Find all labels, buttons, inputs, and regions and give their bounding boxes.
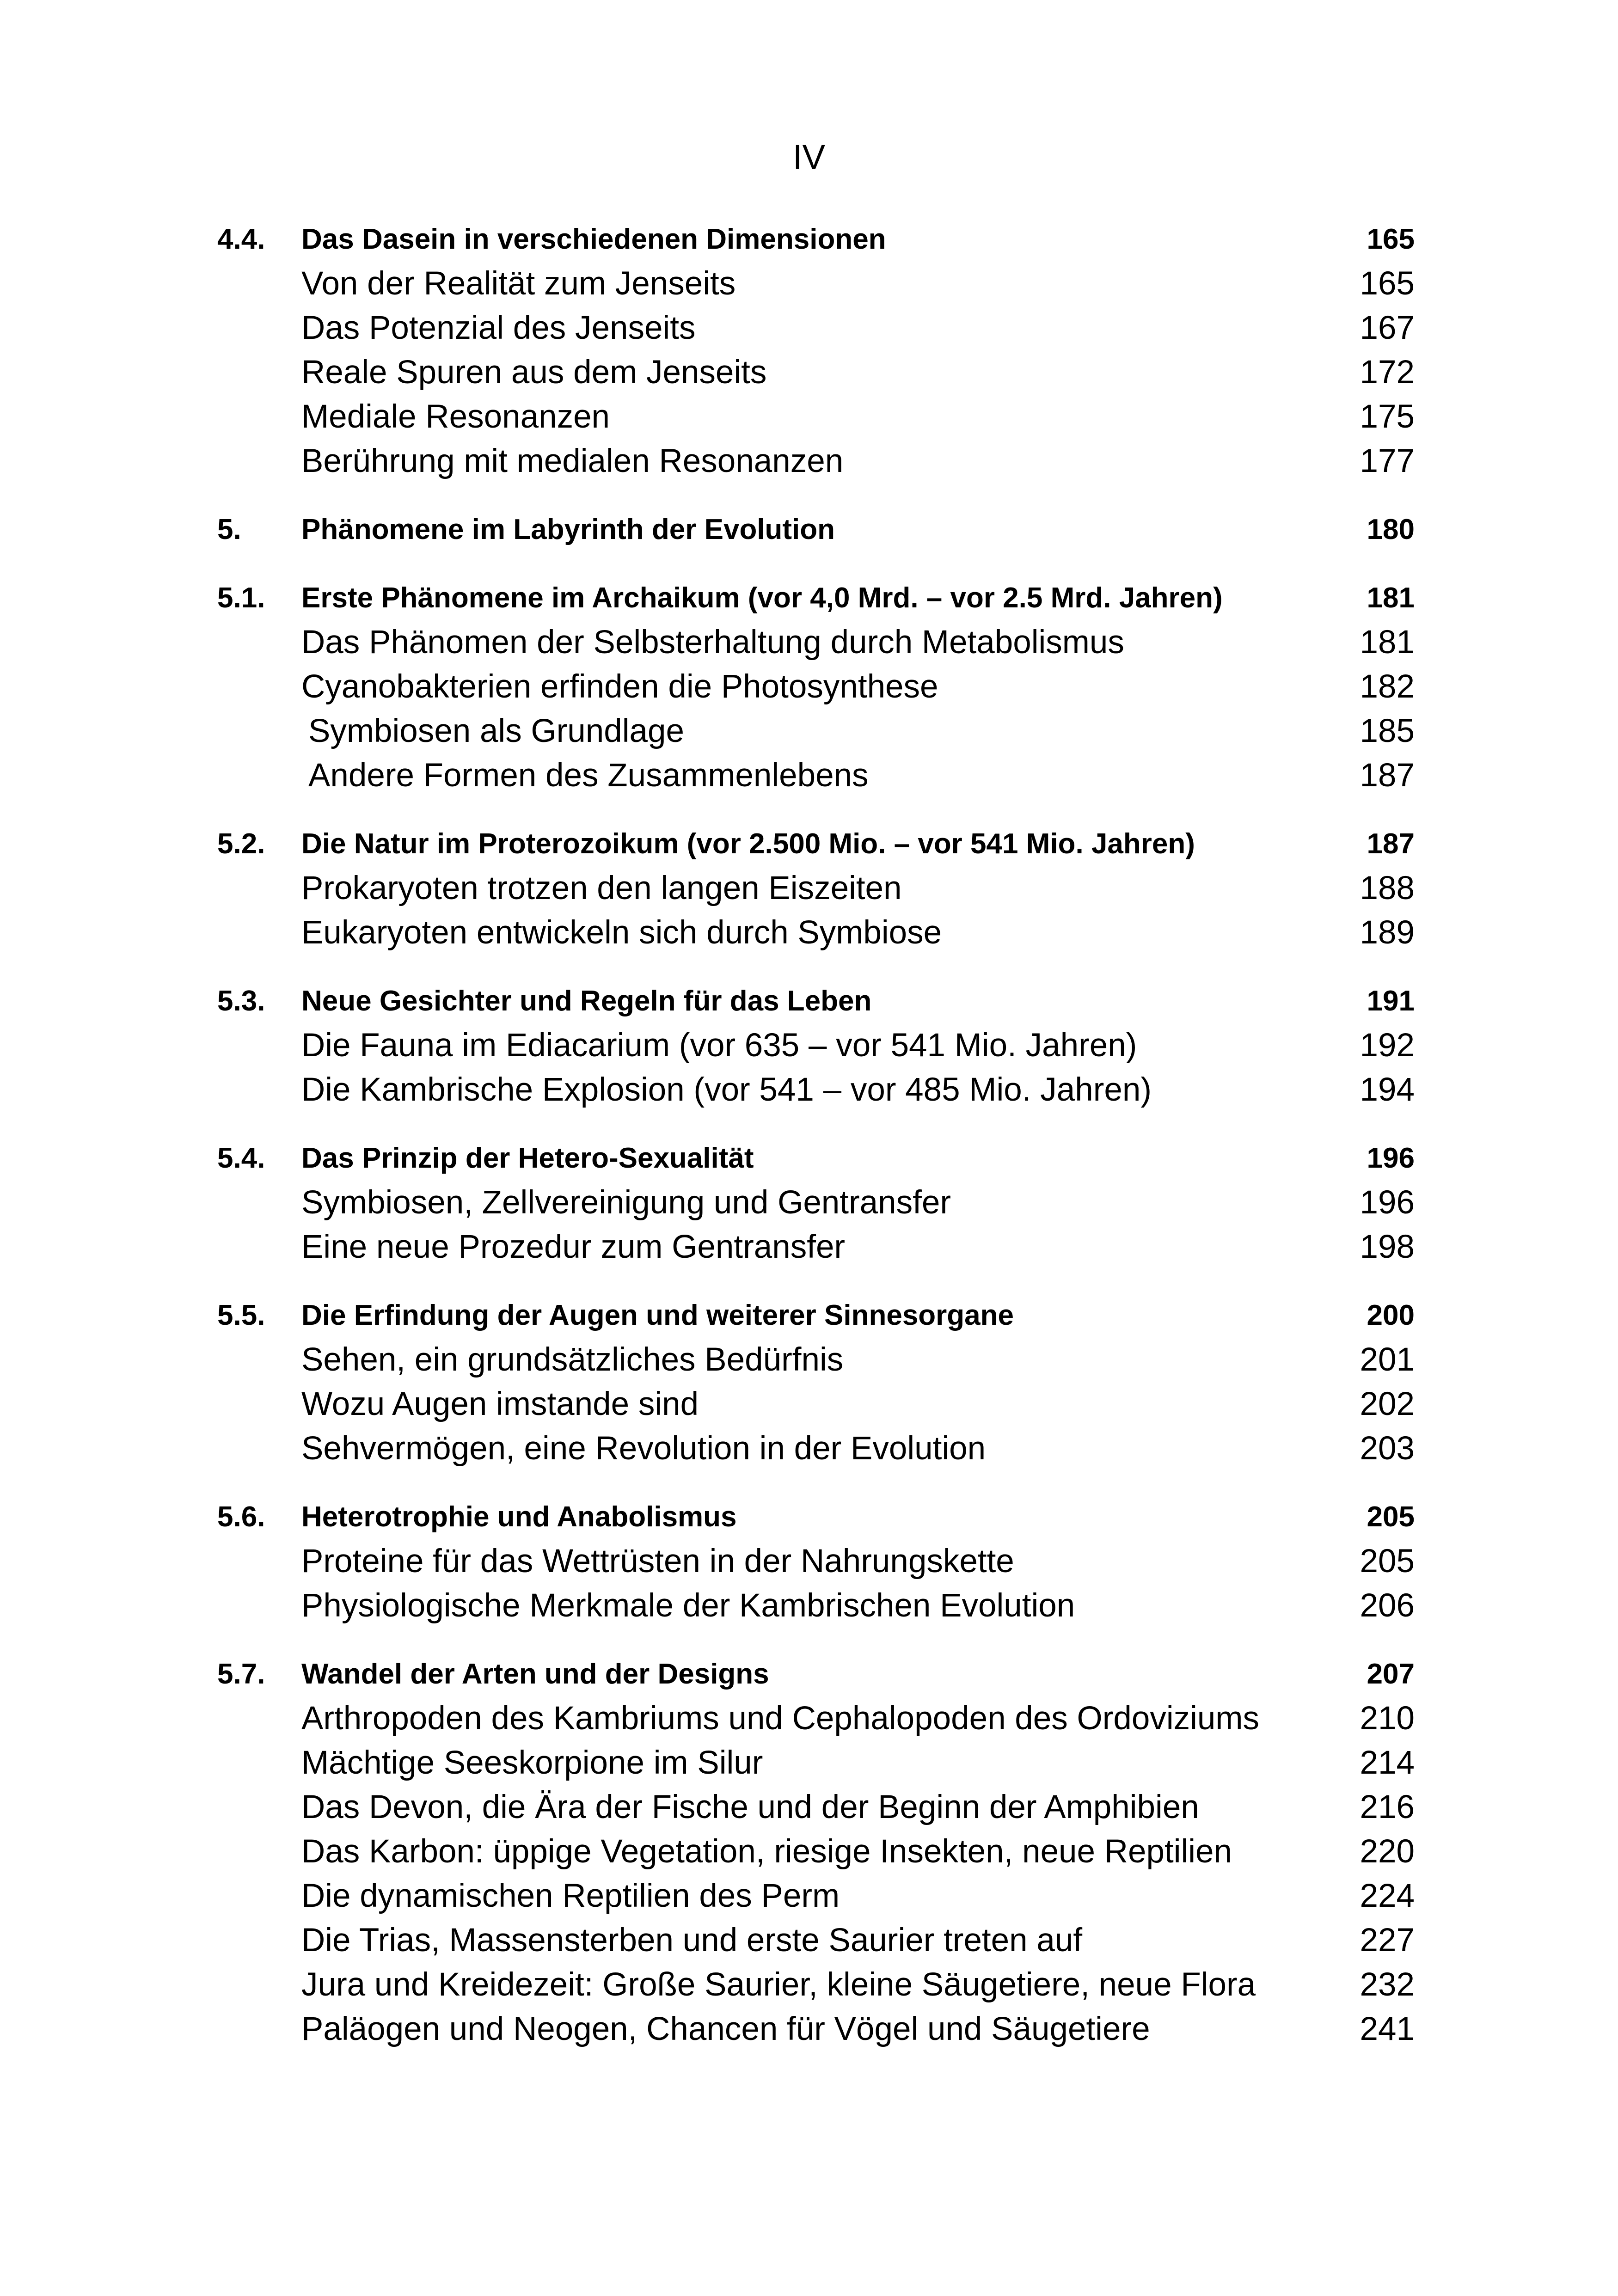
entry-title: Sehen, ein grundsätzliches Bedürfnis <box>301 1341 844 1378</box>
toc-entry <box>217 753 1415 798</box>
toc-entry <box>217 911 1415 955</box>
toc-entry <box>217 1785 1415 1830</box>
section-heading <box>217 217 1415 262</box>
entry-page-number: 201 <box>1360 1341 1415 1378</box>
section-title: Erste Phänomene im Archaikum (vor 4,0 Mrd. – vor 2.5 Mrd. Jahren) <box>301 582 1223 614</box>
section-page-number: 165 <box>1367 223 1415 255</box>
entry-page-number: 202 <box>1360 1386 1415 1422</box>
entry-page-number: 214 <box>1360 1745 1415 1781</box>
entry-page-number: 182 <box>1360 668 1415 705</box>
entry-page-number: 189 <box>1360 914 1415 951</box>
toc-entry <box>217 1382 1415 1427</box>
toc-entry <box>217 439 1415 484</box>
entry-title: Reale Spuren aus dem Jenseits <box>301 354 767 391</box>
section-title: Das Dasein in verschiedenen Dimensionen <box>301 223 886 255</box>
section-number: 5.7. <box>217 1658 265 1690</box>
section-page-number: 205 <box>1367 1501 1415 1533</box>
entry-title: Paläogen und Neogen, Chancen für Vögel und Säugetiere <box>301 2011 1150 2047</box>
entry-page-number: 216 <box>1360 1789 1415 1825</box>
toc-section <box>217 1495 1415 1628</box>
entry-title: Symbiosen, Zellvereinigung und Gentransfer <box>301 1184 951 1221</box>
entry-title: Andere Formen des Zusammenlebens <box>308 757 869 794</box>
section-number: 5. <box>217 514 241 545</box>
section-title: Neue Gesichter und Regeln für das Leben <box>301 985 872 1017</box>
entry-page-number: 232 <box>1360 1966 1415 2003</box>
toc-entry <box>217 665 1415 709</box>
entry-title: Sehvermögen, eine Revolution in der Evolution <box>301 1430 986 1467</box>
entry-page-number: 172 <box>1360 354 1415 391</box>
toc-entry <box>217 1830 1415 1874</box>
entry-page-number: 194 <box>1360 1071 1415 1108</box>
toc-entry <box>217 620 1415 665</box>
entry-page-number: 175 <box>1360 398 1415 435</box>
entry-page-number: 196 <box>1360 1184 1415 1221</box>
toc-entry <box>217 395 1415 439</box>
section-number: 5.1. <box>217 582 265 614</box>
entry-title: Mediale Resonanzen <box>301 398 610 435</box>
section-page-number: 196 <box>1367 1142 1415 1174</box>
toc-section <box>217 1293 1415 1471</box>
section-heading <box>217 1495 1415 1539</box>
section-number: 5.2. <box>217 828 265 860</box>
toc-entry <box>217 350 1415 395</box>
section-number: 5.4. <box>217 1142 265 1174</box>
toc-section <box>217 217 1415 484</box>
section-page-number: 181 <box>1367 582 1415 614</box>
section-title: Wandel der Arten und der Designs <box>301 1658 769 1690</box>
toc-entry <box>217 1696 1415 1741</box>
section-heading <box>217 508 1415 552</box>
section-page-number: 207 <box>1367 1658 1415 1690</box>
toc-entry <box>217 1068 1415 1112</box>
section-heading <box>217 1293 1415 1338</box>
entry-title: Das Phänomen der Selbsterhaltung durch Metabolismus <box>301 624 1124 661</box>
section-number: 5.6. <box>217 1501 265 1533</box>
entry-title: Das Potenzial des Jenseits <box>301 310 696 346</box>
toc-entry <box>217 1539 1415 1584</box>
section-page-number: 200 <box>1367 1299 1415 1331</box>
toc-entry <box>217 2007 1415 2051</box>
toc-entry <box>217 1741 1415 1785</box>
toc-section <box>217 822 1415 955</box>
entry-title: Proteine für das Wettrüsten in der Nahrungskette <box>301 1543 1014 1580</box>
entry-title: Die Fauna im Ediacarium (vor 635 – vor 541 Mio. Jahren) <box>301 1027 1137 1064</box>
toc-section <box>217 508 1415 552</box>
toc-entry <box>217 1584 1415 1628</box>
section-title: Die Erfindung der Augen und weiterer Sinnesorgane <box>301 1299 1014 1331</box>
section-page-number: 191 <box>1367 985 1415 1017</box>
entry-title: Prokaryoten trotzen den langen Eiszeiten <box>301 870 902 906</box>
entry-title: Symbiosen als Grundlage <box>308 713 684 749</box>
toc-entry <box>217 1963 1415 2007</box>
entry-page-number: 185 <box>1360 713 1415 749</box>
entry-page-number: 167 <box>1360 310 1415 346</box>
entry-page-number: 177 <box>1360 443 1415 479</box>
toc-entry <box>217 1181 1415 1225</box>
toc-entry <box>217 262 1415 306</box>
section-heading <box>217 1652 1415 1696</box>
section-heading <box>217 979 1415 1023</box>
page-number: IV <box>793 138 825 176</box>
section-heading <box>217 822 1415 866</box>
section-heading <box>217 1136 1415 1181</box>
entry-title: Jura und Kreidezeit: Große Saurier, kleine Säugetiere, neue Flora <box>301 1966 1256 2003</box>
section-number: 4.4. <box>217 223 265 255</box>
entry-title: Berührung mit medialen Resonanzen <box>301 443 844 479</box>
entry-page-number: 220 <box>1360 1833 1415 1870</box>
section-heading <box>217 576 1415 620</box>
entry-title: Physiologische Merkmale der Kambrischen Evolution <box>301 1587 1075 1624</box>
toc-section <box>217 979 1415 1112</box>
entry-title: Eukaryoten entwickeln sich durch Symbiose <box>301 914 942 951</box>
toc-entry <box>217 1338 1415 1382</box>
section-title: Die Natur im Proterozoikum (vor 2.500 Mio. – vor 541 Mio. Jahren) <box>301 828 1195 860</box>
entry-page-number: 188 <box>1360 870 1415 906</box>
toc-entry <box>217 866 1415 911</box>
entry-page-number: 187 <box>1360 757 1415 794</box>
entry-title: Wozu Augen imstande sind <box>301 1386 699 1422</box>
entry-page-number: 181 <box>1360 624 1415 661</box>
section-title: Das Prinzip der Hetero-Sexualität <box>301 1142 754 1174</box>
entry-title: Eine neue Prozedur zum Gentransfer <box>301 1229 846 1265</box>
toc-entry <box>217 306 1415 350</box>
entry-page-number: 224 <box>1360 1878 1415 1914</box>
toc-entry <box>217 1225 1415 1269</box>
toc-section <box>217 1136 1415 1269</box>
toc-entry <box>217 1918 1415 1963</box>
entry-title: Mächtige Seeskorpione im Silur <box>301 1745 763 1781</box>
entry-page-number: 206 <box>1360 1587 1415 1624</box>
toc-entry <box>217 1427 1415 1471</box>
entry-title: Die Kambrische Explosion (vor 541 – vor 485 Mio. Jahren) <box>301 1071 1152 1108</box>
entry-page-number: 203 <box>1360 1430 1415 1467</box>
toc-entry <box>217 1874 1415 1918</box>
section-page-number: 187 <box>1367 828 1415 860</box>
table-of-contents <box>217 217 1415 2076</box>
entry-title: Die Trias, Massensterben und erste Saurier treten auf <box>301 1922 1083 1959</box>
entry-page-number: 227 <box>1360 1922 1415 1959</box>
section-title: Phänomene im Labyrinth der Evolution <box>301 514 835 545</box>
entry-page-number: 205 <box>1360 1543 1415 1580</box>
section-number: 5.3. <box>217 985 265 1017</box>
entry-title: Von der Realität zum Jenseits <box>301 265 736 302</box>
section-title: Heterotrophie und Anabolismus <box>301 1501 737 1533</box>
entry-page-number: 198 <box>1360 1229 1415 1265</box>
toc-section <box>217 576 1415 798</box>
entry-title: Das Devon, die Ära der Fische und der Beginn der Amphibien <box>301 1789 1199 1825</box>
section-page-number: 180 <box>1367 514 1415 545</box>
entry-page-number: 241 <box>1360 2011 1415 2047</box>
entry-title: Das Karbon: üppige Vegetation, riesige Insekten, neue Reptilien <box>301 1833 1232 1870</box>
entry-page-number: 165 <box>1360 265 1415 302</box>
entry-page-number: 192 <box>1360 1027 1415 1064</box>
section-number: 5.5. <box>217 1299 265 1331</box>
toc-entry <box>217 1023 1415 1068</box>
toc-section <box>217 1652 1415 2051</box>
entry-title: Arthropoden des Kambriums und Cephalopoden des Ordoviziums <box>301 1700 1260 1737</box>
entry-title: Die dynamischen Reptilien des Perm <box>301 1878 840 1914</box>
entry-title: Cyanobakterien erfinden die Photosynthese <box>301 668 938 705</box>
toc-entry <box>217 709 1415 753</box>
entry-page-number: 210 <box>1360 1700 1415 1737</box>
